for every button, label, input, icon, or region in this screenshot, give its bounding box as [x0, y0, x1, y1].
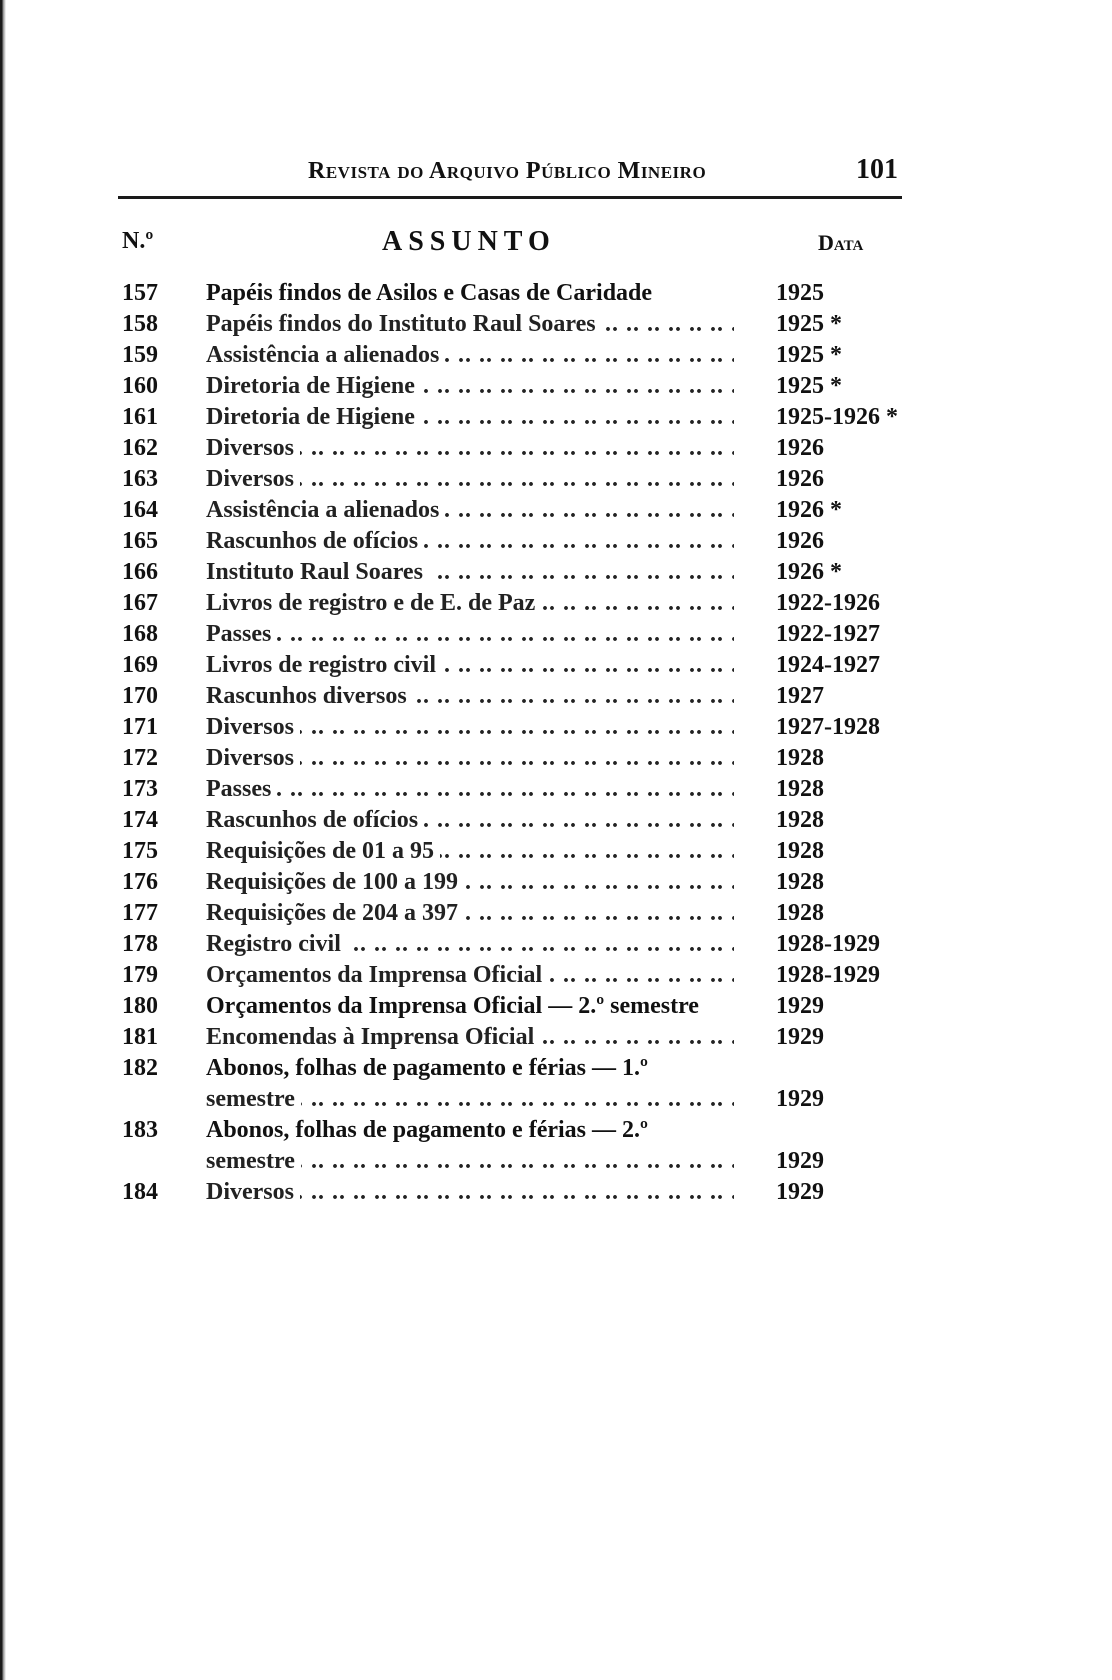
entry-subject: Papéis findos do Instituto Raul Soares .. ..	[206, 309, 734, 340]
table-row	[0, 433, 1112, 464]
table-row	[0, 309, 1112, 340]
table-row	[0, 495, 1112, 526]
table-row	[0, 898, 1112, 929]
entry-date: 1929	[776, 993, 824, 1019]
entry-date: 1926	[776, 528, 824, 554]
running-title: Revista do Arquivo Público Mineiro	[308, 158, 707, 184]
entry-subject: Rascunhos de ofícios .. ..	[206, 805, 734, 836]
entry-number: 176	[122, 869, 158, 895]
entry-number: 178	[122, 931, 158, 957]
table-row	[0, 1177, 1112, 1208]
entry-subject: Rascunhos de ofícios .. ..	[206, 526, 734, 557]
table-row	[0, 836, 1112, 867]
entry-number: 171	[122, 714, 158, 740]
entry-subject: Diversos .. ..	[206, 712, 734, 743]
entry-subject: Passes .. ..	[206, 774, 734, 805]
entry-subject: Orçamentos da Imprensa Oficial — 2.º semestre	[206, 993, 699, 1019]
table-row	[0, 743, 1112, 774]
entry-date: 1929	[776, 1148, 824, 1174]
entry-date: 1927	[776, 683, 824, 709]
entry-subject: Assistência a alienados .. ..	[206, 495, 734, 526]
entry-number: 158	[122, 311, 158, 337]
entry-date: 1928-1929	[776, 962, 880, 988]
entry-subject: Requisições de 01 a 95 .. ..	[206, 836, 734, 867]
table-row	[0, 1115, 1112, 1177]
entry-subject: Diversos .. ..	[206, 1177, 734, 1208]
entry-date: 1925 *	[776, 342, 842, 368]
entry-date: 1926	[776, 466, 824, 492]
entry-date: 1926 *	[776, 559, 842, 585]
entry-number: 160	[122, 373, 158, 399]
entry-subject: Registro civil .. ..	[206, 929, 734, 960]
table-row	[0, 278, 1112, 309]
entry-number: 184	[122, 1179, 158, 1205]
entry-date: 1926	[776, 435, 824, 461]
table-row	[0, 588, 1112, 619]
table-row	[0, 929, 1112, 960]
entry-date: 1925 *	[776, 373, 842, 399]
entry-date: 1925 *	[776, 311, 842, 337]
entry-number: 163	[122, 466, 158, 492]
entry-number: 173	[122, 776, 158, 802]
entry-number: 180	[122, 993, 158, 1019]
entry-date: 1926 *	[776, 497, 842, 523]
entry-date: 1929	[776, 1179, 824, 1205]
table-row	[0, 619, 1112, 650]
column-header-subject: ASSUNTO	[382, 226, 556, 257]
entry-number: 161	[122, 404, 158, 430]
table-row	[0, 681, 1112, 712]
table-row	[0, 464, 1112, 495]
table-row	[0, 1053, 1112, 1115]
table-row	[0, 340, 1112, 371]
column-header-number: N.º	[122, 228, 154, 254]
table-row	[0, 650, 1112, 681]
table-row	[0, 867, 1112, 898]
entry-number: 169	[122, 652, 158, 678]
table-row	[0, 805, 1112, 836]
table-row	[0, 991, 1112, 1022]
entry-subject: Abonos, folhas de pagamento e férias — 2.º	[206, 1117, 648, 1143]
entry-number: 167	[122, 590, 158, 616]
column-headers	[0, 228, 1112, 264]
page-number: 101	[856, 154, 898, 185]
entry-number: 183	[122, 1117, 158, 1143]
entry-subject: Encomendas à Imprensa Oficial .. ..	[206, 1022, 734, 1053]
entry-number: 170	[122, 683, 158, 709]
entry-number: 177	[122, 900, 158, 926]
entry-number: 182	[122, 1055, 158, 1081]
entry-number: 159	[122, 342, 158, 368]
entry-subject: Livros de registro civil .. ..	[206, 650, 734, 681]
entry-date: 1928	[776, 745, 824, 771]
entry-date: 1925-1926 *	[776, 404, 898, 430]
entry-date: 1929	[776, 1024, 824, 1050]
table-row	[0, 712, 1112, 743]
entry-number: 164	[122, 497, 158, 523]
entry-subject: Passes .. ..	[206, 619, 734, 650]
entry-number: 162	[122, 435, 158, 461]
entry-date: 1924-1927	[776, 652, 880, 678]
entry-list	[0, 278, 1112, 1208]
entry-date: 1928	[776, 838, 824, 864]
entry-subject: Diversos .. ..	[206, 743, 734, 774]
entry-number: 172	[122, 745, 158, 771]
entry-date: 1927-1928	[776, 714, 880, 740]
entry-subject: Diretoria de Higiene .. ..	[206, 402, 734, 433]
entry-subject: Diversos .. ..	[206, 433, 734, 464]
entry-number: 181	[122, 1024, 158, 1050]
entry-subject: Requisições de 204 a 397 .. ..	[206, 898, 734, 929]
entry-number: 166	[122, 559, 158, 585]
entry-subject: Diversos .. ..	[206, 464, 734, 495]
entry-number: 157	[122, 280, 158, 306]
entry-date: 1928	[776, 807, 824, 833]
entry-date: 1928-1929	[776, 931, 880, 957]
entry-subject-continuation: semestre .. ..	[206, 1084, 734, 1115]
entry-number: 179	[122, 962, 158, 988]
entry-subject-continuation: semestre .. ..	[206, 1146, 734, 1177]
entry-date: 1928	[776, 869, 824, 895]
entry-subject: Livros de registro e de E. de Paz .. ..	[206, 588, 734, 619]
table-row	[0, 526, 1112, 557]
table-row	[0, 774, 1112, 805]
entry-subject: Assistência a alienados .. ..	[206, 340, 734, 371]
entry-subject: Papéis findos de Asilos e Casas de Caridade	[206, 280, 653, 306]
entry-subject: Requisições de 100 a 199 .. ..	[206, 867, 734, 898]
page-header	[118, 150, 902, 199]
entry-date: 1922-1927	[776, 621, 880, 647]
table-row	[0, 371, 1112, 402]
column-header-date: Data	[818, 230, 864, 255]
entry-number: 175	[122, 838, 158, 864]
entry-date: 1928	[776, 900, 824, 926]
entry-date: 1925	[776, 280, 824, 306]
entry-date: 1922-1926	[776, 590, 880, 616]
entry-subject: Rascunhos diversos .. ..	[206, 681, 734, 712]
entry-subject: Orçamentos da Imprensa Oficial .. ..	[206, 960, 734, 991]
entry-number: 174	[122, 807, 158, 833]
entry-subject: Instituto Raul Soares .. ..	[206, 557, 734, 588]
entry-number: 168	[122, 621, 158, 647]
entry-date: 1929	[776, 1086, 824, 1112]
table-row	[0, 402, 1112, 433]
table-row	[0, 960, 1112, 991]
entry-number: 165	[122, 528, 158, 554]
entry-date: 1928	[776, 776, 824, 802]
entry-subject: Abonos, folhas de pagamento e férias — 1.º	[206, 1055, 648, 1081]
table-row	[0, 557, 1112, 588]
entry-subject: Diretoria de Higiene .. ..	[206, 371, 734, 402]
table-row	[0, 1022, 1112, 1053]
